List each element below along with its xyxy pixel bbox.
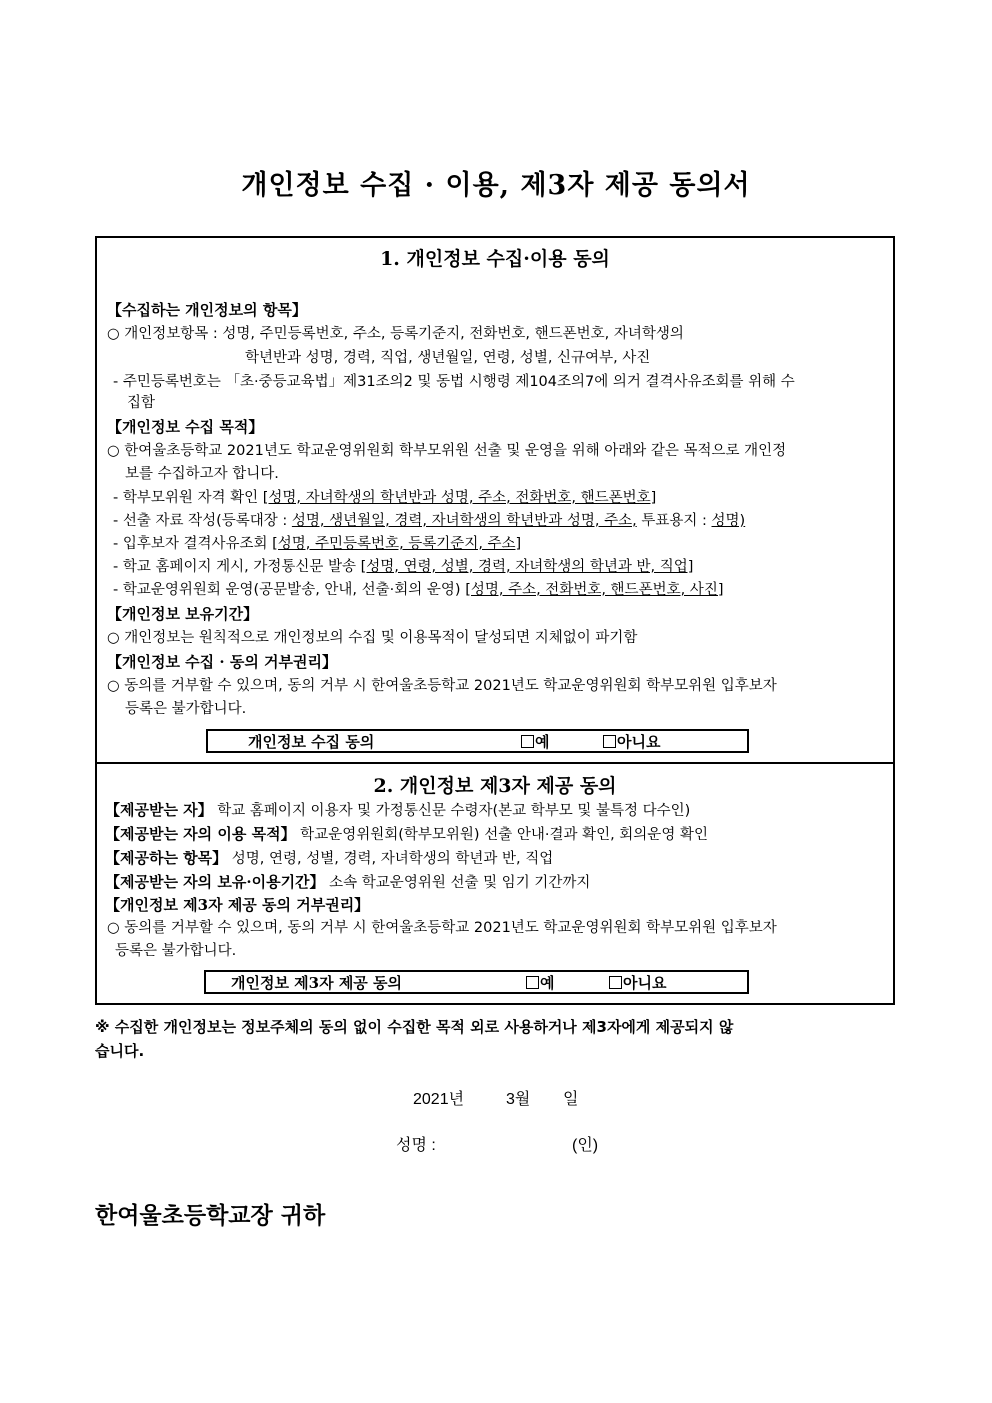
privacy-notice-line2: 습니다. [95, 1042, 145, 1060]
third-party-consent-label: 개인정보 제3자 제공 동의 [231, 974, 403, 992]
use-purpose-text: 학교운영위원회(학부모위원) 선출 안내·결과 확인, 회의운영 확인 [295, 827, 708, 843]
purpose-item-text: - 학교운영위원회 운영(공문발송, 안내, 선출·회의 운영) [113, 582, 466, 598]
retention-period-line [105, 872, 590, 893]
date-year: 2021년 [413, 1091, 465, 1108]
provided-items-header: 【제공하는 항목】 [105, 849, 228, 867]
rrn-note-line1: - 주민등록번호는 「초·중등교육법」제31조의2 및 동법 시행령 제104조의7에 의거 결격사유조회를 위해 수 [113, 374, 795, 390]
purpose-item [113, 511, 745, 531]
collection-consent-no[interactable] [603, 732, 660, 752]
collected-items-label: ○ 개인정보항목 : [107, 326, 223, 342]
purpose-item-text: - 학교 홈페이지 게시, 가정통신문 발송 [113, 559, 361, 575]
purpose-line1: ○ 한여울초등학교 2021년도 학교운영위원회 학부모위원 선출 및 운영을 위해 아래와 같은 목적으로 개인정 [107, 443, 787, 459]
checkbox-icon[interactable] [526, 976, 539, 989]
purpose-item-detail: [성명, 주민등록번호, 등록기준지, 주소] [272, 536, 522, 552]
provided-items-text: 성명, 연령, 성별, 경력, 자녀학생의 학년과 반, 직업 [227, 851, 554, 867]
collection-consent-box [206, 729, 749, 753]
section1-heading: 1. 개인정보 수집·이용 동의 [380, 248, 610, 270]
third-party-refusal-line2: 등록은 불가합니다. [115, 943, 237, 959]
date-month: 3월 [506, 1091, 531, 1108]
yes-label: 예 [540, 974, 555, 992]
purpose-line2: 보를 수집하고자 합니다. [125, 466, 279, 482]
collected-items-value: 성명, 주민등록번호, 주소, 등록기준지, 전화번호, 핸드폰번호, 자녀학생의 [222, 326, 684, 342]
date-day: 일 [563, 1091, 579, 1108]
recipient-text: 학교 홈페이지 이용자 및 가정통신문 수령자(본교 학부모 및 불특정 다수인) [212, 803, 691, 819]
third-party-refusal-line1: ○ 동의를 거부할 수 있으며, 동의 거부 시 한여울초등학교 2021년도 학교운영위원회 학부모위원 입후보자 [107, 920, 777, 936]
purpose-item-detail2: 성명) [711, 513, 746, 529]
collected-items-line1 [107, 324, 684, 344]
purpose-item-detail: 성명, 생년월일, 경력, 자녀학생의 학년반과 성명, 주소, [291, 513, 637, 529]
purpose-item-detail: [성명, 연령, 성별, 경력, 자녀학생의 학년과 반, 직업] [360, 559, 694, 575]
purpose-item-text: - 학부모위원 자격 확인 [113, 490, 263, 506]
privacy-notice-line1: ※ 수집한 개인정보는 정보주체의 동의 없이 수집한 목적 외로 사용하거나 제3자에게 제공되지 않 [95, 1018, 734, 1036]
purpose-item-text: - 입후보자 결격사유조회 [113, 536, 273, 552]
third-party-consent-no[interactable] [609, 973, 666, 993]
purpose-item-detail: [성명, 주소, 전화번호, 핸드폰번호, 사진] [465, 582, 724, 598]
purpose-item [113, 580, 723, 600]
recipient-line [105, 800, 690, 821]
checkbox-icon[interactable] [521, 735, 534, 748]
no-label: 아니요 [623, 974, 667, 992]
purpose-item-detail: [성명, 자녀학생의 학년반과 성명, 주소, 전화번호, 핸드폰번호] [262, 490, 657, 506]
section2-heading: 2. 개인정보 제3자 제공 동의 [373, 775, 617, 797]
recipient-header: 【제공받는 자】 [105, 801, 213, 819]
provided-items-line [105, 848, 553, 869]
refusal-line1: ○ 동의를 거부할 수 있으며, 동의 거부 시 한여울초등학교 2021년도 학교운영위원회 학부모위원 입후보자 [107, 678, 777, 694]
purpose-item [113, 534, 521, 554]
section-divider [97, 762, 893, 764]
no-label: 아니요 [617, 733, 661, 751]
purpose-item-tail: 투표용지 : [636, 513, 712, 529]
refusal-line2: 등록은 불가합니다. [125, 701, 247, 717]
purpose-item-text: - 선출 자료 작성(등록대장 : [113, 513, 292, 529]
use-purpose-header: 【제공받는 자의 이용 목적】 [105, 825, 296, 843]
third-party-refusal-header: 【개인정보 제3자 제공 동의 거부권리】 [105, 896, 370, 914]
third-party-consent-yes[interactable] [526, 973, 555, 993]
refusal-header: 【개인정보 수집 · 동의 거부권리】 [107, 653, 337, 671]
yes-label: 예 [535, 733, 550, 751]
addressee: 한여울초등학교장 귀하 [95, 1202, 326, 1229]
purpose-header: 【개인정보 수집 목적】 [107, 418, 264, 436]
checkbox-icon[interactable] [609, 976, 622, 989]
retention-text: ○ 개인정보는 원칙적으로 개인정보의 수집 및 이용목적이 달성되면 지체없이 파기함 [107, 630, 638, 646]
use-purpose-line [105, 824, 708, 845]
signature-seal: (인) [572, 1137, 599, 1154]
retention-period-text: 소속 학교운영위원 선출 및 임기 기간까지 [324, 875, 591, 891]
privacy-notice [95, 1015, 895, 1063]
checkbox-icon[interactable] [603, 735, 616, 748]
retention-header: 【개인정보 보유기간】 [107, 605, 259, 623]
purpose-item [113, 488, 656, 508]
purpose-item [113, 557, 693, 577]
collection-consent-yes[interactable] [521, 732, 550, 752]
collection-consent-label: 개인정보 수집 동의 [248, 733, 375, 751]
collected-items-line2: 학년반과 성명, 경력, 직업, 생년월일, 연령, 성별, 신규여부, 사진 [245, 350, 651, 366]
collected-items-header: 【수집하는 개인정보의 항목】 [107, 301, 307, 319]
page-title: 개인정보 수집 · 이용, 제3자 제공 동의서 [241, 170, 751, 201]
consent-form-frame [95, 236, 895, 1005]
signature-name-label: 성명 : [396, 1137, 436, 1154]
retention-period-header: 【제공받는 자의 보유·이용기간】 [105, 873, 325, 891]
rrn-note-line2: 집함 [127, 395, 156, 411]
third-party-consent-box [204, 970, 749, 994]
